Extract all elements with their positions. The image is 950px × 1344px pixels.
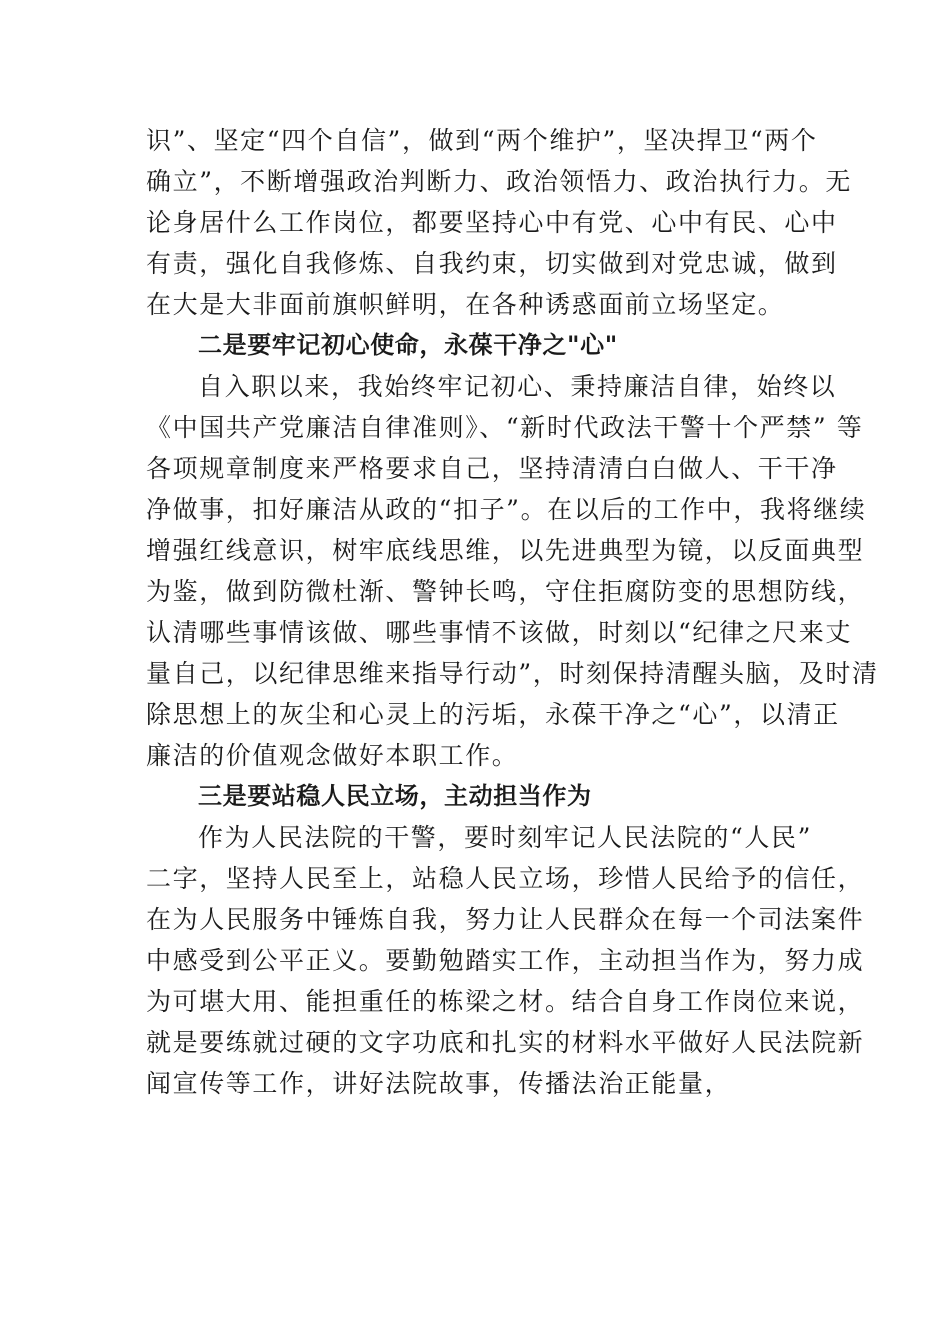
text-line: 《中国共产党廉洁自律准则》、“新时代政法干警十个严禁” 等	[146, 413, 864, 442]
text-line: 为鉴，做到防微杜渐、警钟长鸣，守住拒腐防变的思想防线，	[146, 577, 865, 606]
text-line: 各项规章制度来严格要求自己，坚持清清白白做人、干干净	[146, 454, 838, 483]
text-line: 确立”，不断增强政治判断力、政治领悟力、政治执行力。无	[146, 167, 852, 196]
text-line: 闻宣传等工作，讲好法院故事，传播法治正能量，	[146, 1069, 732, 1098]
text-line: 为可堪大用、能担重任的栋梁之材。结合自身工作岗位来说，	[146, 987, 865, 1016]
text-line: 在大是大非面前旗帜鲜明，在各种诱惑面前立场坚定。	[146, 290, 785, 319]
paragraph-start: 作为人民法院的干警，要时刻牢记人民法院的“人民”	[198, 823, 812, 852]
text-line: 在为人民服务中锤炼自我，努力让人民群众在每一个司法案件	[146, 905, 865, 934]
text-line: 有责，强化自我修炼、自我约束，切实做到对党忠诚，做到	[146, 249, 838, 278]
text-line: 量自己，以纪律思维来指导行动”，时刻保持清醒头脑，及时清	[146, 659, 879, 688]
text-line: 就是要练就过硬的文字功底和扎实的材料水平做好人民法院新	[146, 1028, 865, 1057]
document-body	[146, 120, 879, 1104]
text-line: 净做事，扣好廉洁从政的“扣子”。在以后的工作中，我将继续	[146, 495, 867, 524]
text-line: 除思想上的灰尘和心灵上的污垢，永葆干净之“心”，以清正	[146, 700, 840, 729]
section-heading-2: 二是要牢记初心使命，永葆干净之"心"	[198, 331, 618, 359]
text-line: 中感受到公平正义。要勤勉踏实工作，主动担当作为，努力成	[146, 946, 865, 975]
section-heading-3: 三是要站稳人民立场，主动担当作为	[198, 782, 592, 810]
text-line: 二字，坚持人民至上，站稳人民立场，珍惜人民给予的信任，	[146, 864, 865, 893]
text-line: 增强红线意识，树牢底线思维，以先进典型为镜，以反面典型	[146, 536, 865, 565]
text-line: 论身居什么工作岗位，都要坚持心中有党、心中有民、心中	[146, 208, 838, 237]
text-line: 廉洁的价值观念做好本职工作。	[146, 741, 519, 770]
text-line: 认清哪些事情该做、哪些事情不该做，时刻以“纪律之尺来丈	[146, 618, 852, 647]
text-line: 识”、坚定“四个自信”，做到“两个维护”，坚决捍卫“两个	[146, 126, 818, 155]
paragraph-start: 自入职以来，我始终牢记初心、秉持廉洁自律，始终以	[198, 372, 837, 401]
